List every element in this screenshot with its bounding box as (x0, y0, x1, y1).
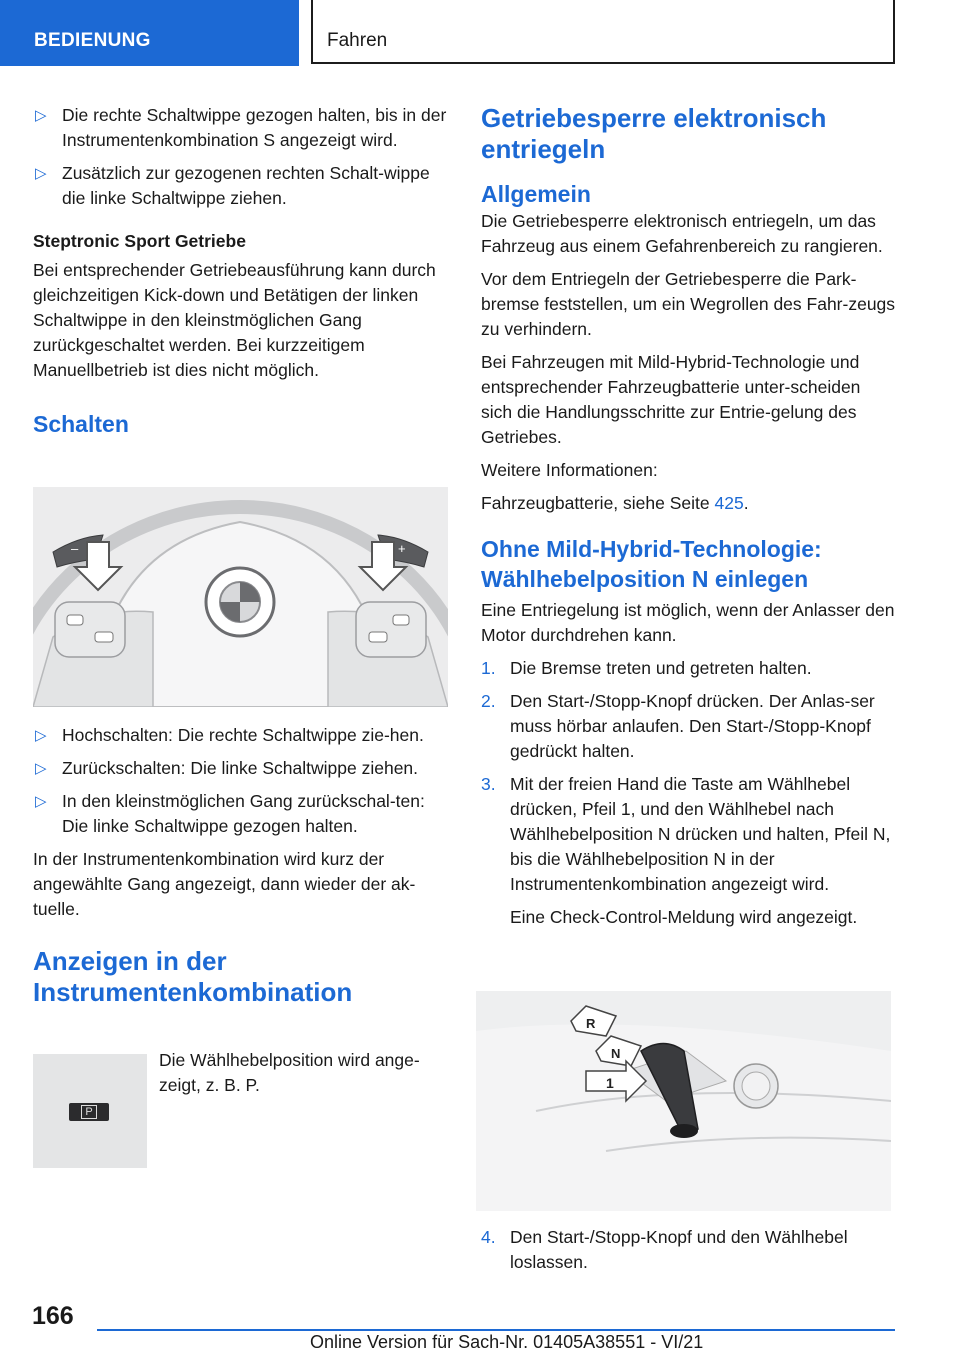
triangle-bullet-icon: ▷ (35, 727, 47, 744)
list-item: ▷ Die rechte Schaltwippe gezogen halten, bis in der Instrumentenkombination S angezeigt wird. (35, 105, 447, 150)
page-reference: Fahrzeugbatterie, siehe Seite 425. (481, 493, 749, 513)
step-item: 1. Die Bremse treten und getreten halten. (481, 658, 812, 678)
gear-label-r: R (586, 1016, 596, 1031)
ohne-mild-hybrid-heading: Ohne Mild-Hybrid-Technologie: Wählhebelposition N einlegen (481, 536, 822, 592)
anzeigen-heading: Anzeigen in der Instrumentenkombination (33, 946, 353, 1007)
page-number: 166 (32, 1302, 74, 1330)
paragraph: Vor dem Entriegeln der Getriebesperre die Park-bremse feststellen, um ein Wegrollen des Fahr-zeugs zu verhindern. (481, 269, 896, 339)
triangle-bullet-icon: ▷ (35, 165, 47, 182)
schalten-heading: Schalten (33, 411, 129, 437)
section-label: BEDIENUNG (34, 30, 151, 51)
chapter-label: Fahren (327, 30, 388, 51)
triangle-bullet-icon: ▷ (35, 793, 47, 810)
ohne-text: Eine Entriegelung ist möglich, wenn der Anlasser den Motor durchdrehen kann. (481, 600, 895, 645)
step-note: Eine Check-Control-Meldung wird angezeigt. (510, 907, 858, 927)
step-item: 3. Mit der freien Hand die Taste am Wählhebel drücken, Pfeil 1, und den Wählhebel nach Wählhebelposition N drücken und halten, Pfeil N, bis die Wählhebelposition N in der Instrumentenkombination angezeigt wird. (481, 774, 891, 894)
step-item: 4. Den Start-/Stopp-Knopf und den Wählhebel loslassen. (481, 1227, 848, 1272)
display-p-icon (33, 1054, 147, 1168)
display-symbol: P (81, 1105, 97, 1119)
gear-selector-illustration (476, 991, 891, 1211)
chapter-tab (311, 0, 895, 64)
list-item: ▷ Zusätzlich zur gezogenen rechten Schalt-wippe die linke Schaltwippe ziehen. (35, 163, 430, 208)
step-item: 2. Den Start-/Stopp-Knopf drücken. Der Anlas-ser muss hörbar anlaufen. Den Start-/Stopp-Knopf gedrückt halten. (481, 691, 875, 761)
list-item: ▷ Zurückschalten: Die linke Schaltwippe ziehen. (33, 756, 451, 781)
schalten-text: In der Instrumentenkombination wird kurz der angewählte Gang angezeigt, dann wieder der ak-tuelle. (33, 849, 416, 919)
steptronic-text: Bei entsprechender Getriebeausführung kann durch gleichzeitigen Kick-down und Betätigen der linken Schaltwippe in den kleinstmöglichen Gang zurückgeschaltet werden. Bei kurzzeitigem Manuellbetrieb ist dies nicht möglich. (33, 260, 436, 380)
getriebesperre-heading: Getriebesperre elektronisch entriegeln (481, 103, 827, 164)
triangle-bullet-icon: ▷ (35, 107, 47, 124)
list-item: ▷ Hochschalten: Die rechte Schaltwippe zie-hen. (33, 723, 451, 748)
steering-wheel-illustration (33, 487, 448, 707)
right-column-top (481, 103, 896, 930)
section-tab (0, 0, 299, 66)
footer-text: Online Version für Sach-Nr. 01405A38551 - VI/21 (310, 1332, 704, 1352)
steptronic-heading: Steptronic Sport Getriebe (33, 231, 246, 251)
right-column-bottom (481, 1225, 896, 1283)
left-column-bottom (33, 723, 451, 1008)
left-column-top (33, 103, 451, 443)
list-item: ▷ In den kleinstmöglichen Gang zurückschal-ten: Die linke Schaltwippe gezogen halten. (35, 791, 425, 836)
paragraph: Die Getriebesperre elektronisch entriegeln, um das Fahrzeug aus einem Gefahrenbereich zu rangieren. (481, 211, 883, 256)
paragraph: Weitere Informationen: (481, 460, 658, 480)
gear-label-n: N (611, 1046, 621, 1061)
paddle-plus-label: + (398, 541, 406, 556)
triangle-bullet-icon: ▷ (35, 760, 47, 777)
paddle-minus-label: – (71, 541, 79, 556)
arrow-1-label: 1 (606, 1075, 614, 1091)
anzeigen-text: Die Wählhebelposition wird ange-zeigt, z. B. P. (159, 1050, 420, 1095)
paragraph: Bei Fahrzeugen mit Mild-Hybrid-Technologie und entsprechender Fahrzeugbatterie unter-scheiden sich die Handlungsschritte zur Entrie-gelung des Getriebes. (481, 352, 861, 447)
allgemein-heading: Allgemein (481, 181, 591, 207)
anzeigen-text-box (159, 1048, 451, 1106)
footer-divider (97, 1329, 895, 1331)
page-link[interactable]: 425 (714, 493, 744, 513)
